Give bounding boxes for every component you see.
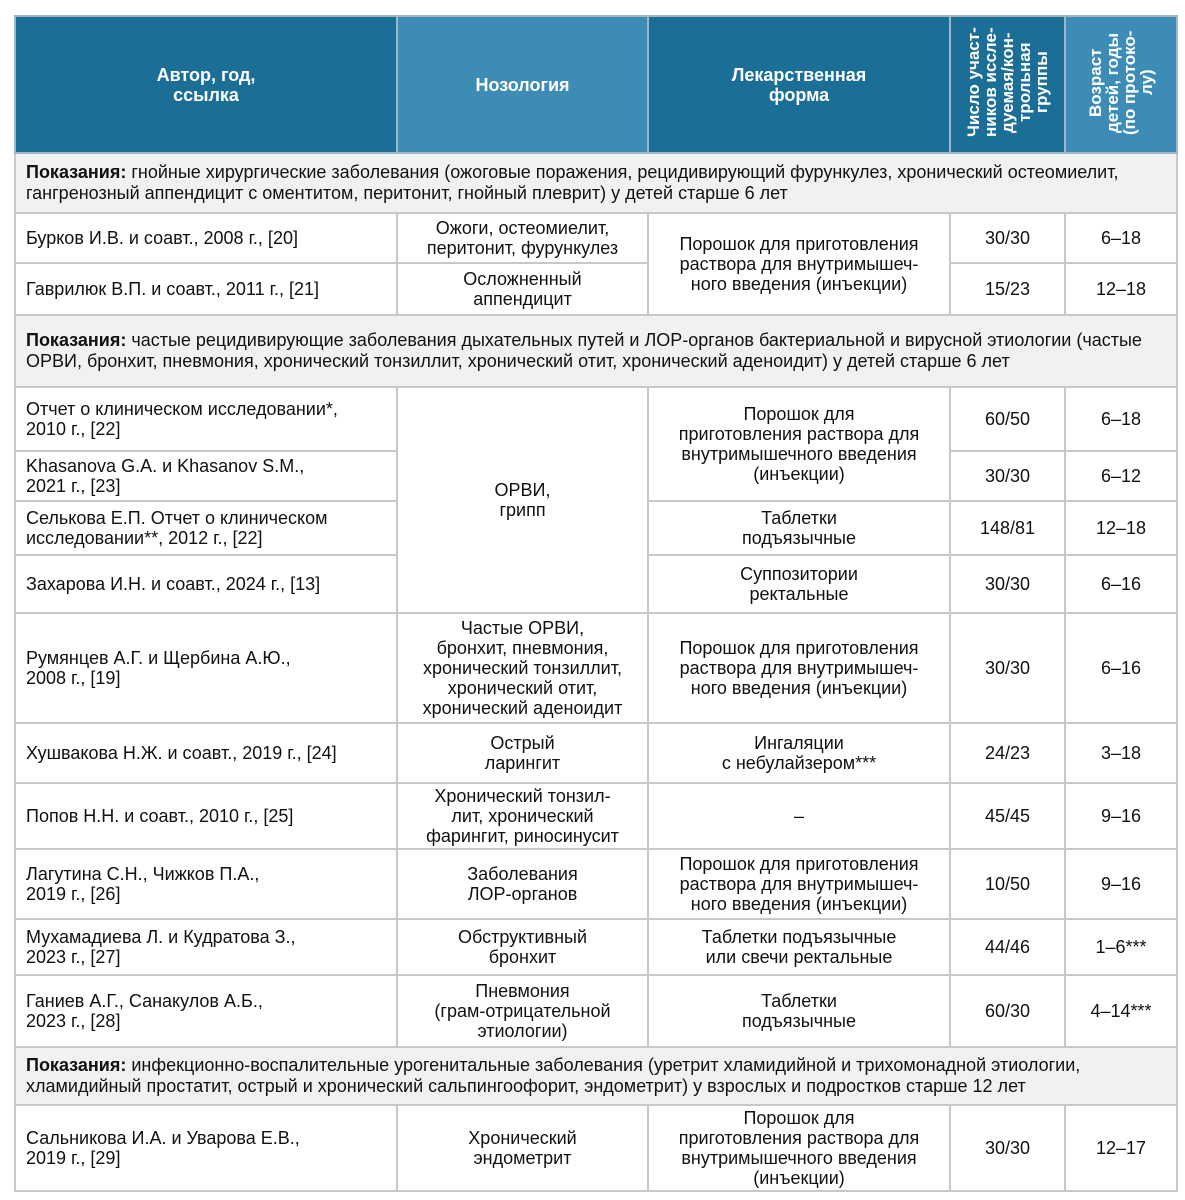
age-cell: 6–12 [1065,451,1177,501]
age-cell: 12–18 [1065,501,1177,555]
form-cell: Суппозитории ректальные [648,555,950,613]
age-cell: 6–16 [1065,613,1177,723]
form-cell: Таблетки подъязычные или свечи ректальные [648,919,950,975]
participants-cell: 148/81 [950,501,1065,555]
table-row [15,723,1177,783]
participants-cell: 24/23 [950,723,1065,783]
participants-cell: 44/46 [950,919,1065,975]
indication-row [15,315,1177,387]
author-cell: Khasanova G.A. и Khasanov S.M., 2021 г., [23] [15,451,397,501]
participants-cell: 30/30 [950,451,1065,501]
participants-cell: 15/23 [950,263,1065,315]
table-row [15,783,1177,849]
participants-cell: 30/30 [950,555,1065,613]
table-row [15,1105,1177,1191]
age-cell: 3–18 [1065,723,1177,783]
table-row [15,263,1177,315]
age-cell: 9–16 [1065,849,1177,919]
author-cell: Мухамадиева Л. и Кудратова З., 2023 г., [27] [15,919,397,975]
form-cell: Порошок для приготовления раствора для внутримышеч- ного введения (инъекции) [648,213,950,315]
form-cell: Таблетки подъязычные [648,501,950,555]
participants-cell: 30/30 [950,1105,1065,1191]
nosology-cell: Пневмония (грам-отрицательной этиологии) [397,975,648,1047]
participants-cell: 30/30 [950,613,1065,723]
table-row [15,975,1177,1047]
header-nosology: Нозология [397,16,648,153]
form-cell: – [648,783,950,849]
nosology-cell: Хронический эндометрит [397,1105,648,1191]
form-cell: Порошок для приготовления раствора для внутримышеч- ного введения (инъекции) [648,613,950,723]
table-row [15,919,1177,975]
indication-text: Показания: частые рецидивирующие заболевания дыхательных путей и ЛОР-органов бактериальной и вирусной этиологии (частые ОРВИ, бронхит, пневмония, хронический тонзиллит, хронический отит, хронический аденоидит) у детей старше 6 лет [15,315,1177,387]
age-cell: 4–14*** [1065,975,1177,1047]
author-cell: Отчет о клиническом исследовании*, 2010 г., [22] [15,387,397,451]
indication-row [15,1047,1177,1105]
author-cell: Хушвакова Н.Ж. и соавт., 2019 г., [24] [15,723,397,783]
header-drug-form: Лекарственная форма [648,16,950,153]
author-cell: Румянцев А.Г. и Щербина А.Ю., 2008 г., [19] [15,613,397,723]
table-row [15,213,1177,263]
nosology-cell: Обструктивный бронхит [397,919,648,975]
form-cell: Порошок для приготовления раствора для внутримышечного введения (инъекции) [648,1105,950,1191]
header-participants: Число участ- ников иссле- дуемая/кон- трольная группы [950,16,1065,153]
age-cell: 6–16 [1065,555,1177,613]
participants-cell: 10/50 [950,849,1065,919]
indication-text: Показания: инфекционно-воспалительные урогенитальные заболевания (уретрит хламидийной и трихомонадной этиологии, хламидийный простатит, острый и хронический сальпингоофорит, эндометрит) у взрослых и подростков старше 12 лет [15,1047,1177,1105]
age-cell: 12–18 [1065,263,1177,315]
header-author: Автор, год, ссылка [15,16,397,153]
nosology-cell: Острый ларингит [397,723,648,783]
nosology-cell: Ожоги, остеомиелит, перитонит, фурункулез [397,213,648,263]
age-cell: 6–18 [1065,213,1177,263]
participants-cell: 45/45 [950,783,1065,849]
indication-text: Показания: гнойные хирургические заболевания (ожоговые поражения, рецидивирующий фурункулез, хронический остеомиелит, гангренозный аппендицит с оментитом, перитонит, гнойный плеврит) у детей старше 6 лет [15,153,1177,213]
form-cell: Ингаляции с небулайзером*** [648,723,950,783]
nosology-cell: ОРВИ, грипп [397,387,648,613]
age-cell: 12–17 [1065,1105,1177,1191]
age-cell: 1–6*** [1065,919,1177,975]
table-header-row [15,16,1177,153]
table-row [15,849,1177,919]
study-table [14,15,1176,1192]
author-cell: Захарова И.Н. и соавт., 2024 г., [13] [15,555,397,613]
table-row [15,613,1177,723]
participants-cell: 60/30 [950,975,1065,1047]
nosology-cell: Осложненный аппендицит [397,263,648,315]
age-cell: 6–18 [1065,387,1177,451]
author-cell: Попов Н.Н. и соавт., 2010 г., [25] [15,783,397,849]
author-cell: Бурков И.В. и соавт., 2008 г., [20] [15,213,397,263]
author-cell: Лагутина С.Н., Чижков П.А., 2019 г., [26] [15,849,397,919]
header-age: Возраст детей, годы (по протоко- лу) [1065,16,1177,153]
author-cell: Ганиев А.Г., Санакулов А.Б., 2023 г., [28] [15,975,397,1047]
indication-row [15,153,1177,213]
form-cell: Порошок для приготовления раствора для внутримышечного введения (инъекции) [648,387,950,501]
author-cell: Гаврилюк В.П. и соавт., 2011 г., [21] [15,263,397,315]
author-cell: Сальникова И.А. и Уварова Е.В., 2019 г., [29] [15,1105,397,1191]
table-row [15,387,1177,451]
author-cell: Селькова Е.П. Отчет о клиническом исследовании**, 2012 г., [22] [15,501,397,555]
age-cell: 9–16 [1065,783,1177,849]
participants-cell: 30/30 [950,213,1065,263]
nosology-cell: Частые ОРВИ, бронхит, пневмония, хронический тонзиллит, хронический отит, хронический аденоидит [397,613,648,723]
nosology-cell: Хронический тонзил- лит, хронический фарингит, риносинусит [397,783,648,849]
participants-cell: 60/50 [950,387,1065,451]
form-cell: Порошок для приготовления раствора для внутримышеч- ного введения (инъекции) [648,849,950,919]
nosology-cell: Заболевания ЛОР-органов [397,849,648,919]
form-cell: Таблетки подъязычные [648,975,950,1047]
